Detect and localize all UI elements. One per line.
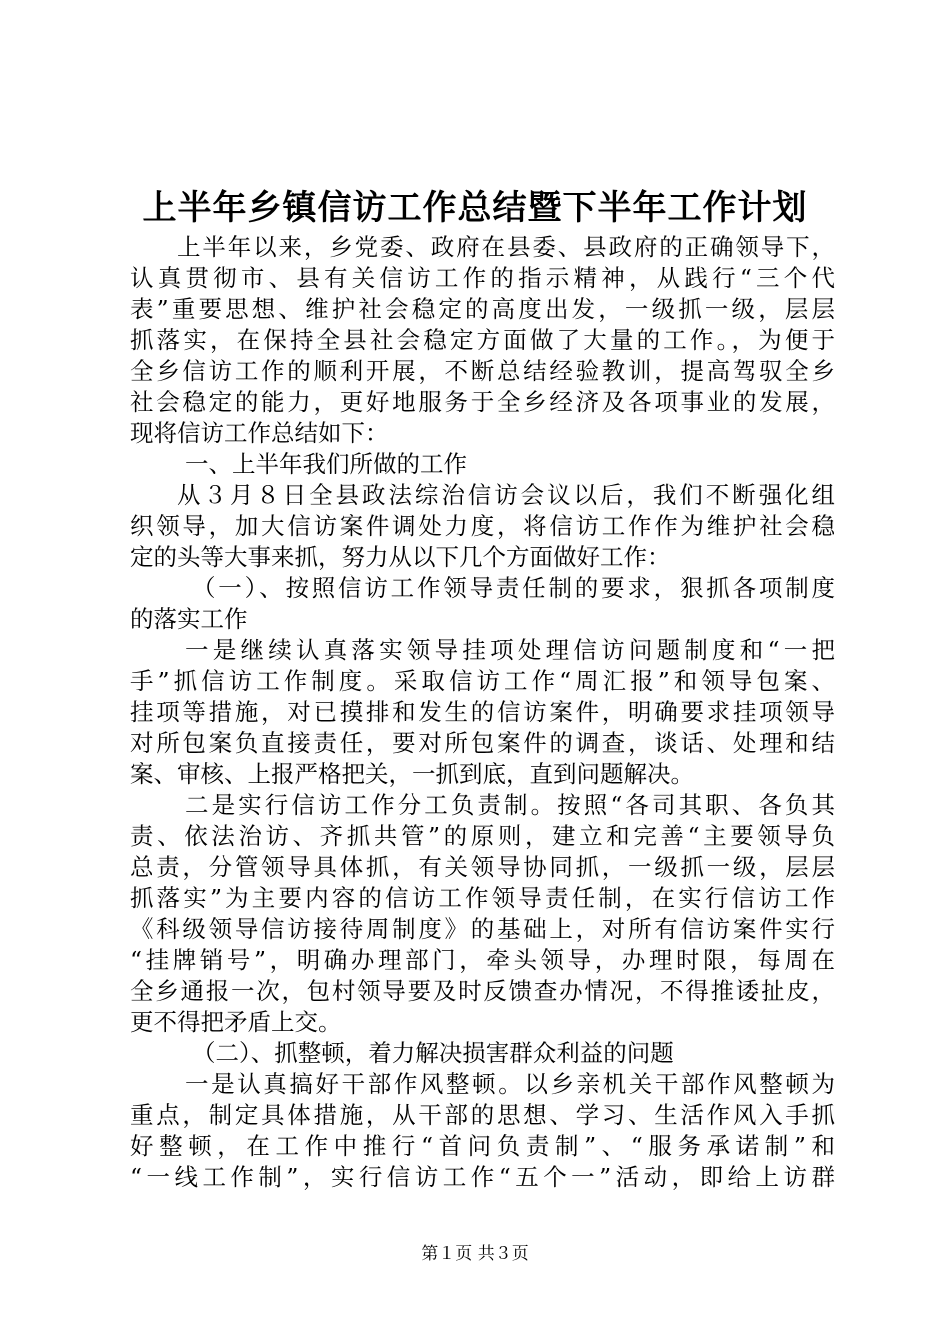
text-line: 定的头等大事来抓，努力从以下几个方面做好工作： bbox=[130, 543, 671, 571]
text-line: 认真贯彻市、县有关信访工作的指示精神，从践行“三个代 bbox=[130, 264, 835, 292]
text-line: 社会稳定的能力，更好地服务于全乡经济及各项事业的发展， bbox=[130, 388, 835, 416]
text-line: “挂牌销号”，明确办理部门，牵头领导，办理时限，每周在 bbox=[130, 946, 835, 974]
text-line: 一是继续认真落实领导挂项处理信访问题制度和“一把 bbox=[185, 636, 835, 664]
text-line: 对所包案负直接责任，要对所包案件的调查，谈话、处理和结 bbox=[130, 729, 835, 757]
text-line: 手”抓信访工作制度。采取信访工作“周汇报”和领导包案、 bbox=[130, 667, 835, 695]
text-line: 抓落实”为主要内容的信访工作领导责任制，在实行信访工作 bbox=[130, 884, 835, 912]
text-line: 全乡通报一次，包村领导要及时反馈查办情况，不得推诿扯皮， bbox=[130, 977, 835, 1005]
text-line: 从３月８日全县政法综治信访会议以后，我们不断强化组 bbox=[177, 481, 835, 509]
subsection-heading: （一）、按照信访工作领导责任制的要求，狠抓各项制度 bbox=[192, 574, 835, 602]
text-line: 抓落实，在保持全县社会稳定方面做了大量的工作。，为便于 bbox=[130, 326, 835, 354]
section-heading: 一、上半年我们所做的工作 bbox=[185, 450, 467, 478]
document-body bbox=[130, 232, 835, 1193]
subsection-heading: （二）、抓整顿，着力解决损害群众利益的问题 bbox=[192, 1039, 674, 1067]
document-title: 上半年乡镇信访工作总结暨下半年工作计划 bbox=[142, 188, 808, 228]
text-line: 案、审核、上报严格把关，一抓到底，直到问题解决。 bbox=[130, 760, 694, 788]
page-number: 第１页 共３页 bbox=[421, 1244, 529, 1264]
text-line: 重点，制定具体措施，从干部的思想、学习、生活作风入手抓 bbox=[130, 1101, 835, 1129]
text-line: 好整顿，在工作中推行“首问负责制”、“服务承诺制”和 bbox=[130, 1132, 835, 1160]
text-line: 一是认真搞好干部作风整顿。以乡亲机关干部作风整顿为 bbox=[185, 1070, 835, 1098]
text-line: “一线工作制”，实行信访工作“五个一”活动，即给上访群 bbox=[130, 1163, 835, 1191]
text-line: 二是实行信访工作分工负责制。按照“各司其职、各负其 bbox=[185, 791, 835, 819]
text-line: 《科级领导信访接待周制度》的基础上，对所有信访案件实行 bbox=[130, 915, 835, 943]
text-line: 责、依法治访、齐抓共管”的原则，建立和完善“主要领导负 bbox=[130, 822, 835, 850]
text-line: 的落实工作 bbox=[130, 605, 248, 633]
text-line: 织领导，加大信访案件调处力度，将信访工作作为维护社会稳 bbox=[130, 512, 835, 540]
text-line: 全乡信访工作的顺利开展，不断总结经验教训，提高驾驭全乡 bbox=[130, 357, 835, 385]
text-line: 现将信访工作总结如下： bbox=[130, 419, 389, 447]
text-line: 总责，分管领导具体抓，有关领导协同抓，一级抓一级，层层 bbox=[130, 853, 835, 881]
text-line: 表”重要思想、维护社会稳定的高度出发，一级抓一级，层层 bbox=[130, 295, 835, 323]
text-line: 上半年以来，乡党委、政府在县委、县政府的正确领导下， bbox=[177, 233, 835, 261]
text-line: 挂项等措施，对已摸排和发生的信访案件，明确要求挂项领导 bbox=[130, 698, 835, 726]
text-line: 更不得把矛盾上交。 bbox=[130, 1008, 342, 1036]
